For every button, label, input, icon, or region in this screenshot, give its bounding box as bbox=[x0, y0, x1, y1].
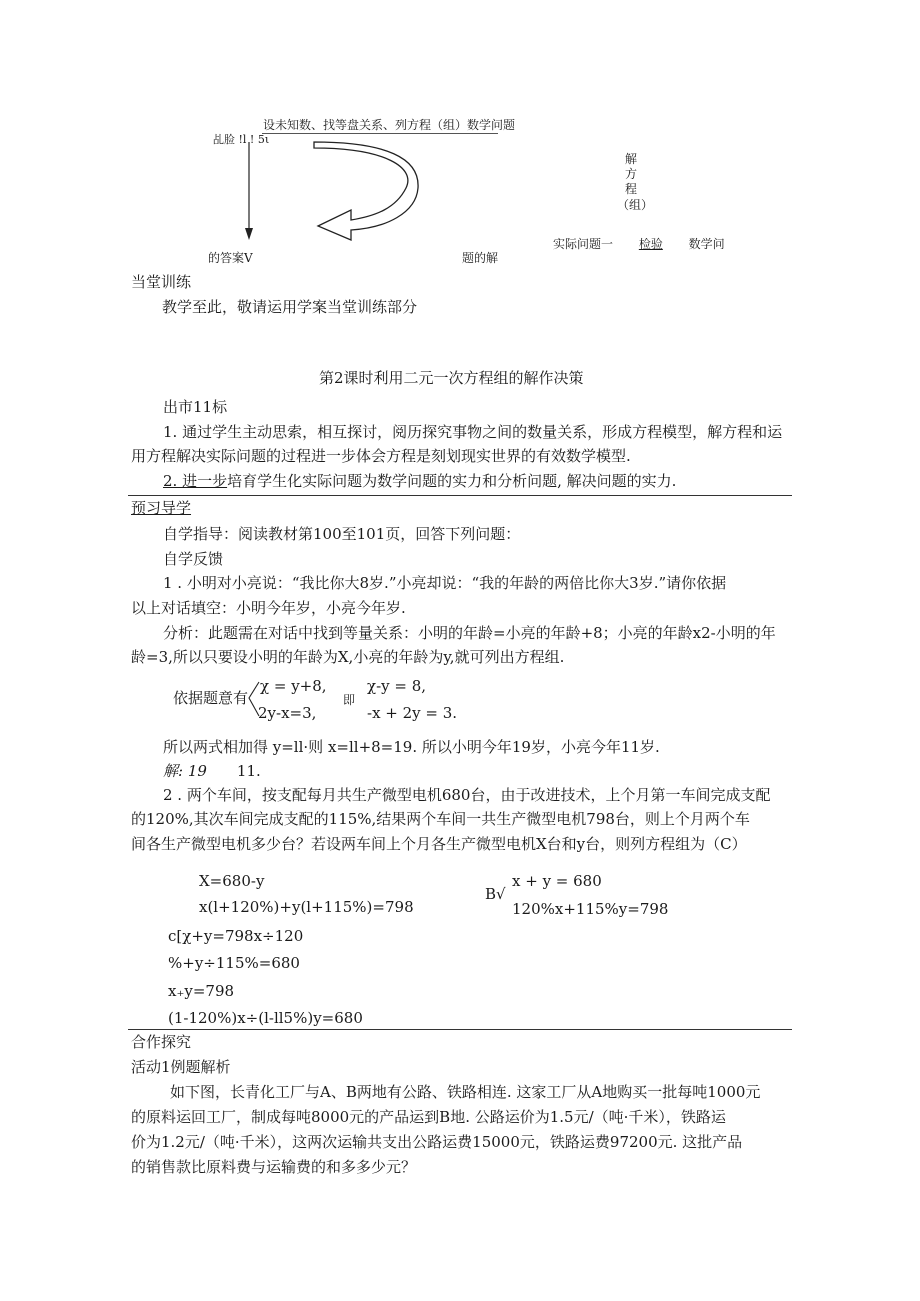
option-c-line1: c[χ+y=798x÷120 bbox=[168, 927, 304, 945]
problem-line1: 如下图，长青化工厂与A、B两地有公路、铁路相连. 这家工厂从A地购买一批每吨1000元 bbox=[170, 1083, 761, 1101]
answer-line bbox=[163, 761, 261, 781]
option-b-line1: x + y = 680 bbox=[512, 872, 602, 890]
divider-top bbox=[128, 495, 792, 496]
diagram-label-b: 检验 bbox=[638, 237, 663, 251]
training-text: 教学至此，敬请运用学案当堂训练部分 bbox=[162, 298, 418, 316]
diagram-right-vertical bbox=[624, 152, 638, 197]
option-a-line1: X=680-y bbox=[199, 872, 265, 890]
q1-line1: 1 . 小明对小亮说：“我比你大8岁.”小亮却说：“我的年龄的两倍比你大3岁.”请你依据 bbox=[163, 574, 727, 592]
analysis-line1: 分析：此题需在对话中找到等量关系：小明的年龄=小亮的年龄+8；小亮的年龄x2-小明的年 bbox=[163, 624, 776, 642]
vertical-char: 方 bbox=[624, 167, 637, 181]
q2-line3: 间各生产微型电机多少台？若设两车间上个月各生产微型电机X台和y台，则列方程组为（C） bbox=[131, 835, 747, 853]
preview-heading: 预习导学 bbox=[131, 499, 192, 517]
diagram-bottom-mid: 题的解 bbox=[462, 251, 499, 265]
q1-line2: 以上对话填空：小明今年岁，小亮今年岁. bbox=[131, 599, 406, 617]
curved-arrow-icon bbox=[314, 142, 418, 240]
goal2 bbox=[163, 471, 676, 491]
training-heading: 当堂训练 bbox=[131, 273, 192, 291]
option-a-line2: x(l+120%)+y(l+115%)=798 bbox=[199, 898, 414, 916]
option-d-line1: x₊y=798 bbox=[168, 982, 235, 1000]
q2-line2: 的120%,其次车间完成支配的115%,结果两个车间一共生产微型电机798台，则上个月两个车 bbox=[131, 810, 750, 828]
option-c-line2: %+y÷115%=680 bbox=[168, 954, 300, 972]
diagram-bottom-right bbox=[553, 235, 725, 252]
activity-label: 活动1例题解析 bbox=[131, 1058, 231, 1076]
preview-feedback: 自学反馈 bbox=[163, 550, 224, 568]
diagram-left-fragment: 乩脸 !l ! 5ι bbox=[213, 133, 270, 146]
goals-label: 出市11标 bbox=[163, 398, 228, 416]
cooperate-heading: 合作探究 bbox=[131, 1033, 192, 1051]
solution-line: 所以两式相加得 y=ll·则 x=ll+8=19. 所以小明今年19岁，小亮今年11岁. bbox=[163, 738, 660, 756]
goal1-line1: 1. 通过学生主动思索，相互探讨，阅历探究事物之间的数量关系，形成方程模型，解方程和运 bbox=[163, 423, 783, 441]
divider-bottom bbox=[128, 1029, 792, 1030]
option-b-label: B√ bbox=[485, 885, 506, 903]
diagram-label-a: 实际问题一 bbox=[553, 237, 614, 251]
problem-line2: 的原料运回工厂，制成每吨8000元的产品运到B地. 公路运价为1.5元/（吨·千米），铁路运 bbox=[131, 1108, 726, 1126]
diagram-right-group: （组） bbox=[617, 198, 654, 212]
diagram-bottom-left: 的答案V bbox=[208, 251, 253, 265]
option-b-line2: 120%x+115%y=798 bbox=[512, 900, 669, 918]
option-d-line2: (1-120%)x÷(l-ll5%)y=680 bbox=[168, 1009, 363, 1027]
vertical-char: 程 bbox=[624, 182, 637, 196]
answer-label: 解: 19 bbox=[163, 762, 207, 780]
sys2-eq1: χ-y = 8, bbox=[367, 677, 427, 695]
vertical-char: 解 bbox=[624, 152, 637, 166]
diagram-graphics bbox=[236, 128, 436, 258]
q2-line1: 2 . 两个车间，按支配每月共生产微型电机680台，由于改进技术，上个月第一车间完成支配 bbox=[163, 786, 771, 804]
diagram-label-c: 数学问 bbox=[688, 237, 725, 251]
goal2-rest: 培育学生化实际问题为数学问题的实力和分析问题, 解决问题的实力. bbox=[227, 472, 677, 490]
goal1-line2: 用方程解决实际问题的过程进一步体会方程是刻划现实世界的有效数学模型. bbox=[131, 447, 631, 465]
problem-line3: 价为1.2元/（吨·千米），这两次运输共支出公路运费15000元，铁路运费97200元. 这批产品 bbox=[131, 1133, 743, 1151]
system-label: 依据题意有 bbox=[173, 689, 249, 707]
goal2-prefix: 2. 进一步 bbox=[163, 472, 228, 490]
ji-label: 即 bbox=[343, 693, 356, 707]
lesson-title: 第2课时利用二元一次方程组的解作决策 bbox=[319, 369, 584, 387]
sys1-eq1: χ = y+8, bbox=[260, 677, 327, 695]
answer-value: 11. bbox=[236, 762, 261, 780]
preview-guide: 自学指导：阅读教材第100至101页，回答下列问题： bbox=[163, 525, 521, 543]
diagram-top-label: 设未知数、找等盘关系、列方程（组）数学问题 bbox=[263, 118, 516, 132]
analysis-line2: 龄=3,所以只要设小明的年龄为X,小亮的年龄为y,就可列出方程组. bbox=[131, 648, 565, 666]
down-arrow-head bbox=[245, 228, 253, 240]
sys1-eq2: 2y-x=3, bbox=[258, 704, 317, 722]
problem-line4: 的销售款比原料费与运输费的和多多少元？ bbox=[131, 1158, 417, 1176]
sys2-eq2: -x + 2y = 3. bbox=[367, 704, 458, 722]
